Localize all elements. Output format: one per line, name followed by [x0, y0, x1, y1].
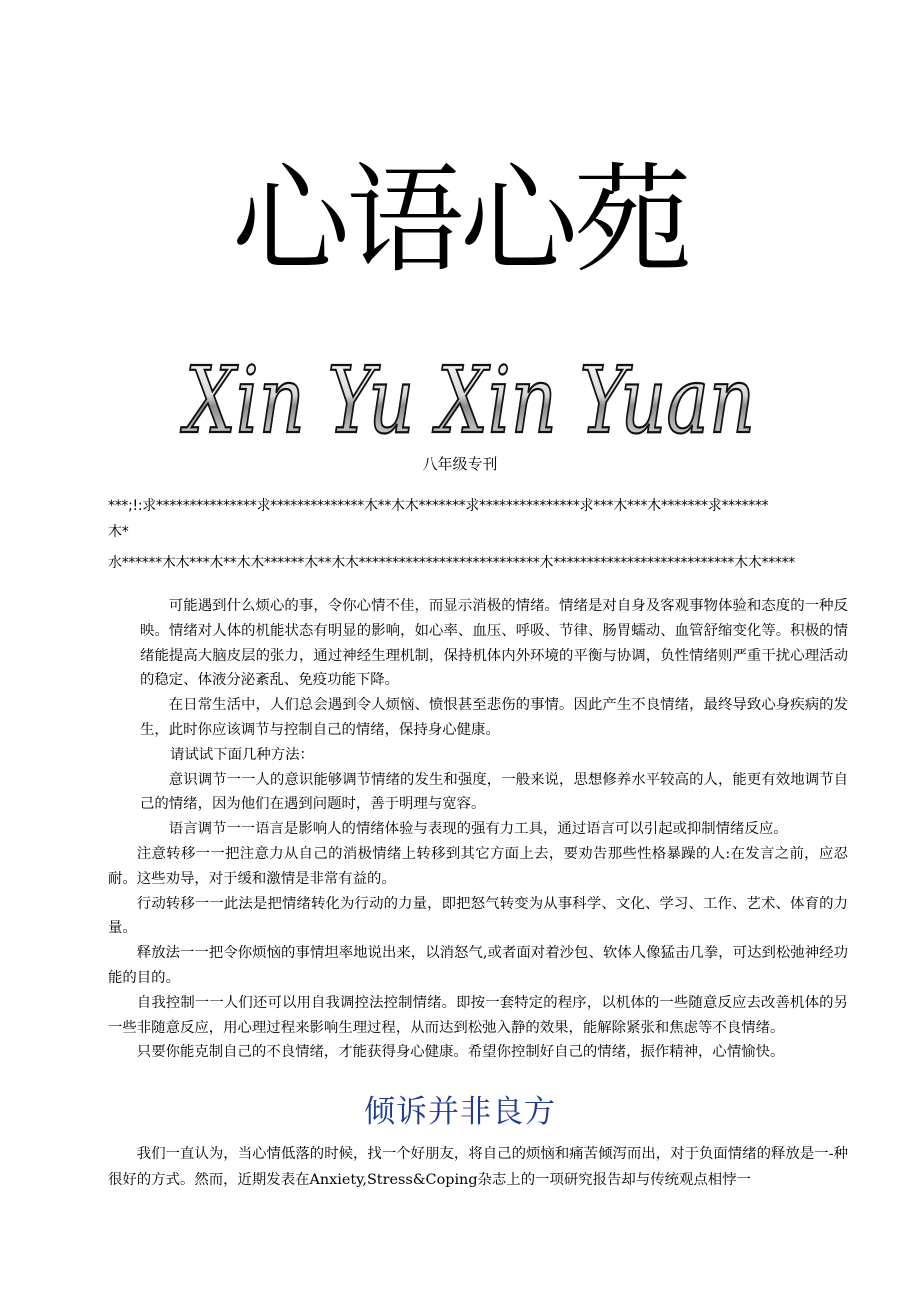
- paragraph: 意识调节一一人的意识能够调节情绪的发生和强度，一般来说，思想修养水平较高的人，能更有效地调节自己的情绪，因为他们在遇到问题时，善于明理与宽容。: [140, 771, 848, 813]
- paragraph: 在日常生活中，人们总会遇到令人烦恼、愤恨甚至悲伤的事情。因此产生不良情绪，最终导致心身疾病的发生，此时你应该调节与控制自己的情绪，保持身心健康。: [140, 697, 848, 738]
- paragraph: 语言调节一一语言是影响人的情绪体验与表现的强有力工具，通过语言可以引起或抑制情绪反应。: [168, 821, 788, 838]
- paragraph: 可能遇到什么烦心的事，令你心情不佳，而显示消极的情绪。情绪是对自身及客观事物体验和态度的一种反映。情绪对人体的机能状态有明显的影响，如心率、血压、呼吸、节律、肠胃蠕动、血管舒缩变化等。积极的情绪能提高大脑皮层的张力，通过神经生理机制，保持机体内外环境的平衡与协调，负性情绪则严重干扰心理活动的稳定、体液分泌紊乱、免疫功能下降。: [140, 598, 848, 689]
- decorative-divider-line: 木*: [108, 524, 129, 540]
- paragraph: 行动转移一一此法是把情绪转化为行动的力量，即把怒气转变为从事科学、文化、学习、工作、艺术、体育的力量。: [108, 895, 848, 937]
- paragraph: 只要你能克制自己的不良情绪，才能获得身心健康。希望你控制好自己的情绪，振作精神，心情愉快。: [136, 1044, 785, 1061]
- masthead-pinyin-wordart: [180, 347, 760, 454]
- paragraph: 释放法一一把令你烦恼的事情坦率地说出来，以消怒气,或者面对着沙包、软体人像猛击几拳，可达到松弛神经功能的目的。: [108, 945, 848, 986]
- masthead-title: 心语心苑: [231, 151, 688, 289]
- paragraph: 请试试下面几种方法：: [170, 746, 314, 763]
- section-title: 倾诉并非良方: [364, 1094, 556, 1130]
- pinyin-text: Xin Yu Xin Yuan: [180, 347, 756, 454]
- paragraph: 自我控制一一人们还可以用自我调控法控制情绪。即按一套特定的程序，以机体的一些随意反应去改善机体的另一些非随意反应，用心理过程来影响生理过程，从而达到松弛入静的效果，能解除紧张和焦虑等不良情绪。: [108, 994, 848, 1036]
- article-venting: [108, 1141, 848, 1193]
- decorative-divider-line: ***;!:求***************求**************木**木木*******求***************求***木***木*******求*******: [108, 498, 769, 514]
- decorative-divider-line: 水******木木***木**木木******木**木木***************************木***************************木木*****: [108, 555, 796, 571]
- paragraph: 注意转移一一把注意力从自己的消极情绪上转移到其它方面上去，要劝告那些性格暴躁的人:在发言之前，应忍耐。这些劝导，对于缓和激情是非常有益的。: [108, 845, 848, 887]
- issue-label: 八年级专刊: [422, 455, 498, 473]
- paragraph: 我们一直认为，当心情低落的时候，找一个好朋友，将自己的烦恼和痛苦倾泻而出，对于负面情绪的释放是一-种很好的方式。然而，近期发表在Anxiety,Stress&Coping杂志上的一项研究报告却与传统观点相悖一: [108, 1146, 848, 1188]
- article-emotion-regulation: [108, 594, 848, 1065]
